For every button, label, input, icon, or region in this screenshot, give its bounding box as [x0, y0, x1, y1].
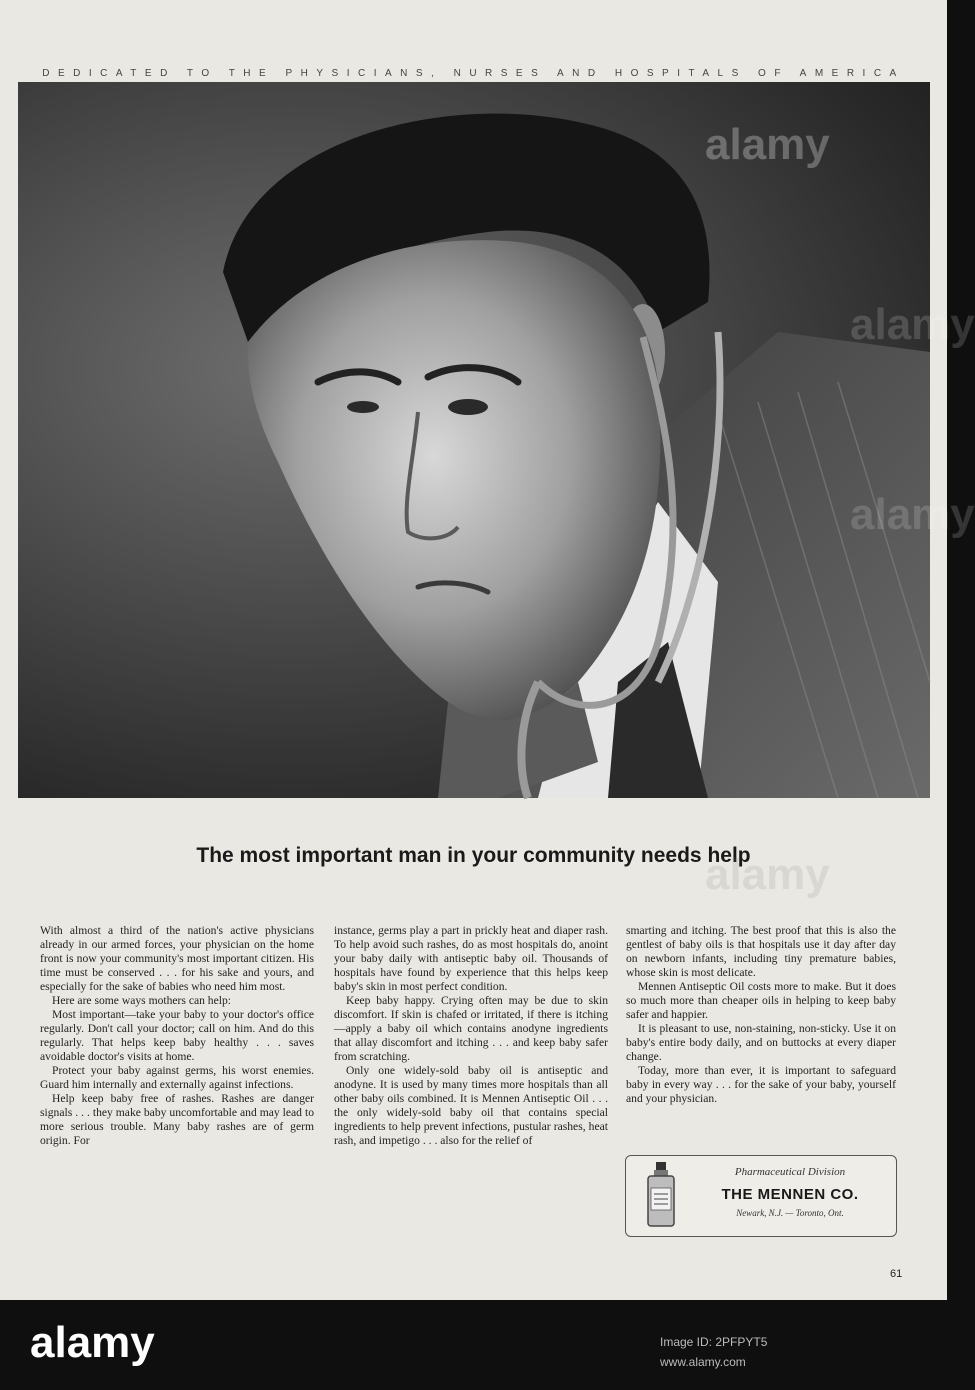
body-column-2	[334, 924, 608, 1148]
oil-bottle-icon	[646, 1162, 676, 1226]
site-url[interactable]: www.alamy.com	[660, 1355, 746, 1369]
doctor-illustration	[18, 82, 930, 798]
watermark: alamy	[705, 120, 830, 169]
paragraph: Here are some ways mothers can help:	[52, 994, 231, 1007]
paragraph: Today, more than ever, it is important to safeguard baby in every way . . . for the sake of your baby, yourself and your physician.	[626, 1064, 896, 1105]
footer-info	[660, 1332, 930, 1372]
page-number: 61	[890, 1268, 903, 1280]
headline: The most important man in your community needs help	[196, 844, 751, 867]
body-column-3	[626, 924, 896, 1106]
watermark: alamy	[850, 300, 975, 349]
paragraph: Protect your baby against germs, his worst enemies. Guard him internally and externally against infections.	[40, 1064, 314, 1091]
company-address: Newark, N.J. — Toronto, Ont.	[736, 1208, 844, 1218]
paragraph: Only one widely-sold baby oil is antiseptic and anodyne. It is used by many times more hospitals than all other baby oils combined. It is Mennen Antiseptic Oil . . . the only widely-sold baby oil that contains special ingredients to help prevent infections, pustular rashes, heat rash, and impetigo . . . also for the relief of	[334, 1064, 608, 1147]
paragraph: smarting and itching. The best proof that this is also the gentlest of baby oils is that hospitals use it day after day on newborn infants, including tiny premature babies, whose skin is most delicate.	[626, 924, 896, 979]
division-label: Pharmaceutical Division	[734, 1166, 846, 1178]
doctor-photo	[18, 82, 930, 798]
image-id: Image ID: 2PFPYT5	[660, 1335, 768, 1349]
body-column-1	[40, 924, 314, 1148]
dedication-line: DEDICATED TO THE PHYSICIANS, NURSES AND HOSPITALS OF AMERICA	[42, 68, 905, 79]
paragraph: Keep baby happy. Crying often may be due to skin discomfort. If skin is chafed or irritated, if there is itching—apply a baby oil which contains anodyne ingredients that allay discomfort and itching . . . and keep baby safer from scratching.	[334, 994, 608, 1063]
company-name: THE MENNEN CO.	[721, 1186, 859, 1203]
watermark: alamy	[850, 490, 975, 539]
paragraph: With almost a third of the nation's active physicians already in our armed forces, your physician on the home front is now your community's most important citizen. His time must be conserved . . . for his sake and yours, and especially for the sake of babies who need him most.	[40, 924, 314, 993]
footer-logo: alamy	[30, 1318, 155, 1367]
paragraph: instance, germs play a part in prickly heat and diaper rash. To help avoid such rashes, do as most hospitals do, anoint your baby daily with antiseptic baby oil. Thousands of hospitals have found by experience that this helps keep baby's skin in most perfect condition.	[334, 924, 608, 993]
paragraph: Most important—take your baby to your doctor's office regularly. Don't call your doctor; call on him. And do this regularly. That helps keep baby healthy . . . saves avoidable doctor's visits at home.	[40, 1008, 314, 1063]
paragraph: Help keep baby free of rashes. Rashes are danger signals . . . they make baby uncomfortable and may lead to more serious trouble. Many baby rashes are of germ origin. For	[40, 1092, 314, 1147]
paragraph: Mennen Antiseptic Oil costs more to make. But it does so much more than cheaper oils in helping to keep baby safer and happier.	[626, 980, 896, 1021]
paragraph: It is pleasant to use, non-staining, non-sticky. Use it on baby's entire body daily, and on buttocks at every diaper change.	[626, 1022, 896, 1063]
watermark: alamy	[705, 850, 830, 899]
